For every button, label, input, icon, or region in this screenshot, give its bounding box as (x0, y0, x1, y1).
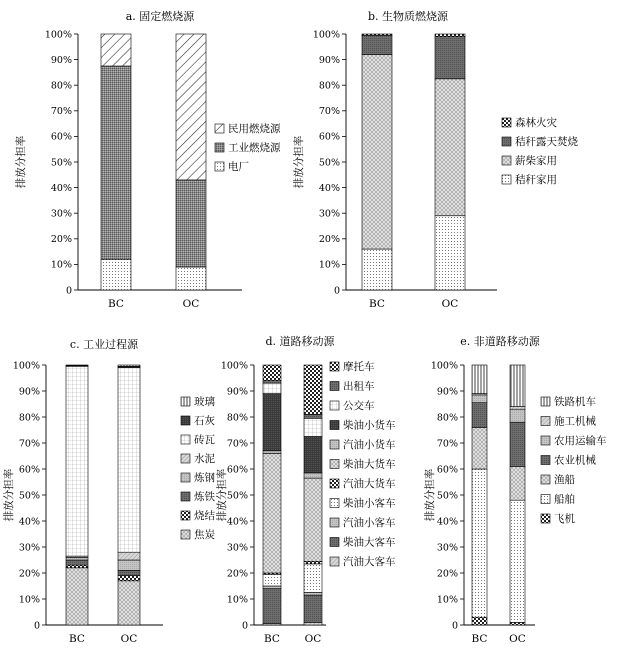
bar-segment-bc-3 (66, 557, 88, 560)
legend-swatch (181, 473, 190, 482)
bar-segment-oc-7 (304, 437, 322, 473)
legend-label: 农用运输车 (554, 435, 607, 447)
legend-label: 农业机械 (554, 454, 596, 467)
y-tick-label: 0 (65, 285, 72, 297)
legend-swatch (502, 175, 511, 184)
bar-segment-oc-4 (304, 561, 322, 564)
y-tick-label: 20% (18, 568, 40, 580)
y-tick-label: 50% (50, 157, 72, 169)
y-tick-label: 0 (241, 620, 248, 632)
bar-segment-bc-1 (101, 66, 131, 259)
x-tick-label: BC (471, 633, 488, 645)
y-tick-label: 80% (318, 80, 340, 92)
x-tick-label: OC (120, 633, 138, 645)
bar-segment-bc-8 (263, 383, 281, 393)
y-tick-label: 20% (226, 568, 248, 580)
bar-segment-bc-0 (362, 249, 392, 290)
y-tick-label: 90% (18, 386, 40, 398)
legend-label: 铁路机车 (554, 396, 596, 408)
legend-swatch (502, 137, 511, 146)
y-tick-label: 30% (318, 208, 340, 220)
y-tick-label: 90% (436, 386, 458, 398)
y-tick-label: 30% (436, 542, 458, 554)
legend-swatch (181, 492, 190, 501)
bar-segment-bc-3 (472, 403, 487, 428)
chart-title: e. 非道路移动源 (460, 335, 540, 348)
legend-swatch (330, 538, 339, 547)
bar-segment-oc-1 (118, 576, 140, 581)
bar-segment-oc-3 (304, 564, 322, 593)
legend-label: 玻璃 (194, 396, 215, 408)
legend-swatch (181, 397, 190, 406)
legend-label: 柴油大客车 (343, 536, 396, 549)
bar-segment-bc-5 (263, 453, 281, 573)
legend-swatch (541, 456, 550, 465)
bar-segment-oc-1 (435, 79, 465, 216)
y-tick-label: 100% (430, 360, 458, 372)
y-tick-label: 100% (220, 360, 248, 372)
legend-label: 水泥 (194, 453, 215, 465)
y-tick-label: 20% (436, 568, 458, 580)
y-tick-label: 60% (436, 464, 458, 476)
bar-segment-oc-5 (510, 407, 525, 410)
legend-label: 出租车 (343, 380, 375, 393)
y-tick-label: 40% (50, 182, 72, 194)
legend-label: 秸秆家用 (515, 174, 557, 186)
x-tick-label: OC (441, 298, 459, 310)
bar-segment-bc-3 (362, 34, 392, 35)
y-tick-label: 10% (50, 259, 72, 271)
y-tick-label: 70% (318, 106, 340, 118)
legend-label: 烧结 (194, 510, 215, 522)
bar-segment-oc-0 (176, 267, 206, 290)
legend-swatch (541, 397, 550, 406)
y-axis-label: 排放分担率 (3, 468, 15, 522)
legend-swatch (541, 495, 550, 504)
y-tick-label: 80% (50, 80, 72, 92)
x-tick-label: OC (304, 633, 322, 645)
y-tick-label: 80% (226, 412, 248, 424)
legend-label: 森林火灾 (515, 117, 557, 129)
y-tick-label: 50% (318, 157, 340, 169)
legend-swatch (330, 421, 339, 430)
y-tick-label: 100% (12, 360, 40, 372)
bar-segment-oc-0 (510, 622, 525, 625)
bar-segment-oc-2 (304, 593, 322, 596)
y-tick-label: 10% (318, 259, 340, 271)
chart-panel-1 (292, 9, 578, 310)
y-tick-label: 30% (226, 542, 248, 554)
y-tick-label: 0 (33, 620, 40, 632)
y-tick-label: 10% (436, 594, 458, 606)
bar-segment-bc-2 (263, 586, 281, 589)
y-tick-label: 80% (18, 412, 40, 424)
y-tick-label: 100% (312, 29, 340, 41)
y-tick-label: 40% (318, 182, 340, 194)
y-tick-label: 50% (226, 490, 248, 502)
bar-segment-oc-4 (118, 552, 140, 560)
legend-swatch (330, 557, 339, 566)
legend-label: 民用燃烧源 (228, 123, 281, 135)
y-tick-label: 20% (318, 234, 340, 246)
bar-segment-oc-1 (176, 180, 206, 267)
bar-segment-oc-0 (118, 581, 140, 625)
bar-segment-oc-6 (510, 365, 525, 407)
bar-segment-oc-0 (435, 216, 465, 290)
y-tick-label: 40% (18, 516, 40, 528)
legend-swatch (502, 118, 511, 127)
legend-swatch (215, 124, 224, 133)
legend-label: 汽油大客车 (343, 556, 396, 568)
legend-label: 砖瓦 (194, 434, 215, 446)
bar-segment-bc-7 (66, 365, 88, 366)
bar-segment-oc-3 (510, 422, 525, 466)
bar-segment-bc-6 (263, 451, 281, 454)
bar-segment-oc-0 (304, 622, 322, 625)
legend-label: 焦炭 (194, 529, 215, 541)
y-tick-label: 60% (50, 131, 72, 143)
chart-title: b. 生物质燃烧源 (367, 10, 449, 23)
bar-segment-bc-0 (66, 568, 88, 625)
legend-label: 船舶 (554, 493, 575, 506)
bar-segment-bc-1 (362, 54, 392, 249)
y-tick-label: 70% (226, 438, 248, 450)
y-tick-label: 50% (436, 490, 458, 502)
y-tick-label: 70% (436, 438, 458, 450)
legend-label: 柴油大货车 (343, 458, 396, 471)
bar-segment-oc-3 (118, 560, 140, 570)
bar-segment-bc-1 (263, 589, 281, 624)
y-tick-label: 60% (226, 464, 248, 476)
y-tick-label: 10% (226, 594, 248, 606)
legend-swatch (330, 499, 339, 508)
y-tick-label: 10% (18, 594, 40, 606)
bar-segment-oc-3 (435, 34, 465, 37)
legend-label: 柴油小货车 (343, 419, 396, 432)
bar-segment-oc-4 (510, 409, 525, 422)
legend-label: 公交车 (343, 400, 375, 412)
bar-segment-oc-8 (304, 418, 322, 436)
bar-segment-bc-1 (472, 469, 487, 617)
legend-label: 施工机械 (554, 415, 596, 428)
y-tick-label: 0 (451, 620, 458, 632)
y-tick-label: 60% (18, 464, 40, 476)
legend-label: 石灰 (194, 415, 215, 427)
legend-label: 摩托车 (343, 361, 375, 373)
bar-segment-bc-5 (66, 366, 88, 556)
bar-segment-oc-2 (510, 466, 525, 500)
legend-label: 汽油小货车 (343, 439, 396, 451)
legend-label: 秸秆露天焚烧 (515, 136, 578, 148)
y-tick-label: 90% (318, 54, 340, 66)
bar-segment-oc-5 (118, 368, 140, 553)
legend-swatch (181, 511, 190, 520)
legend-swatch (541, 417, 550, 426)
y-tick-label: 100% (44, 29, 72, 41)
legend-label: 汽油大货车 (343, 478, 396, 490)
x-tick-label: BC (369, 298, 385, 310)
bar-segment-bc-10 (263, 365, 281, 381)
legend-swatch (330, 382, 339, 391)
y-tick-label: 20% (50, 234, 72, 246)
x-tick-label: OC (182, 298, 200, 310)
legend-swatch (181, 530, 190, 539)
y-tick-label: 90% (226, 386, 248, 398)
bar-segment-oc-7 (118, 365, 140, 366)
y-axis-label: 排放分担率 (424, 468, 436, 522)
bar-segment-oc-5 (304, 478, 322, 561)
y-tick-label: 70% (18, 438, 40, 450)
bar-segment-bc-1 (66, 565, 88, 568)
chart-panel-4 (423, 334, 607, 645)
y-tick-label: 60% (318, 131, 340, 143)
legend-swatch (215, 143, 224, 152)
y-tick-label: 30% (18, 542, 40, 554)
legend-label: 炼铁 (194, 491, 215, 503)
y-tick-label: 40% (226, 516, 248, 528)
bar-segment-oc-9 (304, 414, 322, 418)
bar-segment-bc-7 (263, 394, 281, 451)
x-tick-label: OC (509, 633, 526, 645)
legend-label: 工业燃烧源 (228, 142, 281, 154)
bar-segment-oc-2 (176, 34, 206, 180)
legend-label: 柴油小客车 (343, 497, 396, 510)
x-tick-label: BC (69, 633, 85, 645)
legend-swatch (330, 460, 339, 469)
chart-panel-0 (14, 9, 281, 310)
bar-segment-oc-2 (435, 37, 465, 79)
bar-segment-oc-6 (304, 473, 322, 478)
chart-panel-2 (2, 337, 215, 645)
y-tick-label: 50% (18, 490, 40, 502)
legend-swatch (330, 362, 339, 371)
bar-segment-bc-2 (66, 560, 88, 565)
legend-label: 渔船 (554, 474, 575, 486)
y-tick-label: 80% (436, 412, 458, 424)
legend-swatch (330, 518, 339, 527)
bar-segment-bc-0 (101, 259, 131, 290)
bar-segment-bc-0 (472, 617, 487, 625)
y-axis-label: 排放分担率 (216, 468, 228, 522)
chart-title: d. 道路移动源 (265, 335, 335, 348)
y-tick-label: 30% (50, 208, 72, 220)
bar-segment-oc-1 (510, 500, 525, 622)
legend-swatch (181, 416, 190, 425)
legend-label: 炼钢 (194, 472, 215, 484)
legend-swatch (541, 514, 550, 523)
legend-label: 汽油小客车 (343, 517, 396, 529)
y-tick-label: 70% (50, 106, 72, 118)
y-axis-label: 排放分担率 (293, 135, 305, 189)
legend-label: 薪柴家用 (515, 155, 557, 167)
legend-swatch (330, 440, 339, 449)
x-tick-label: BC (264, 633, 280, 645)
bar-segment-bc-2 (101, 34, 131, 66)
bar-segment-bc-3 (263, 574, 281, 586)
legend-label: 飞机 (554, 513, 575, 525)
bar-segment-bc-6 (472, 365, 487, 394)
legend-swatch (502, 156, 511, 165)
legend-swatch (330, 401, 339, 410)
y-tick-label: 0 (333, 285, 340, 297)
bar-segment-oc-2 (118, 570, 140, 575)
bar-segment-bc-9 (263, 381, 281, 384)
bar-segment-oc-10 (304, 365, 322, 414)
y-tick-label: 90% (50, 54, 72, 66)
x-tick-label: BC (108, 298, 124, 310)
chart-panel-3 (215, 334, 396, 645)
chart-title: c. 工业过程源 (69, 338, 139, 351)
legend-swatch (541, 475, 550, 484)
bar-segment-bc-2 (362, 35, 392, 54)
bar-segment-oc-1 (304, 595, 322, 622)
legend-swatch (181, 454, 190, 463)
chart-title: a. 固定燃烧源 (125, 10, 195, 23)
legend-label: 电厂 (228, 161, 249, 173)
legend-swatch (541, 436, 550, 445)
bar-segment-bc-2 (472, 427, 487, 469)
legend-swatch (330, 479, 339, 488)
bar-segment-bc-4 (472, 395, 487, 403)
y-axis-label: 排放分担率 (15, 135, 27, 189)
y-tick-label: 40% (436, 516, 458, 528)
legend-swatch (215, 162, 224, 171)
legend-swatch (181, 435, 190, 444)
